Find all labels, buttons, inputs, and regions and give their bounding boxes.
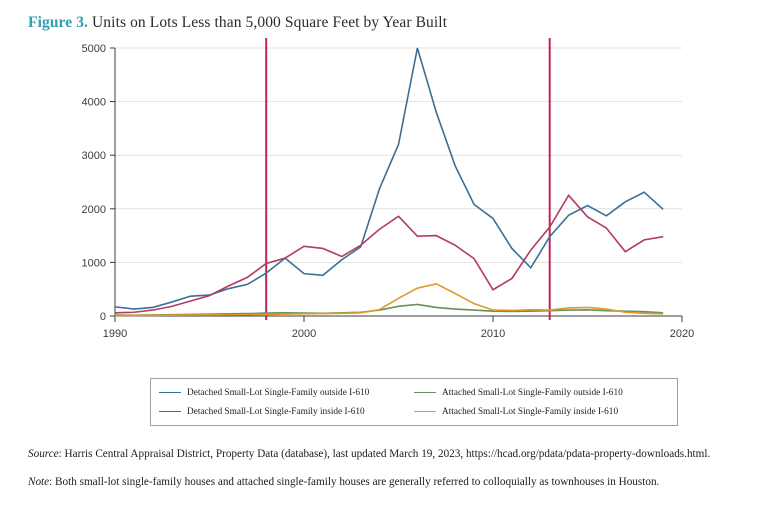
legend-swatch-icon (159, 411, 181, 412)
note-label: Note (28, 476, 50, 489)
note-text: : Both small-lot single-family houses and attached single-family houses are generally referred to colloquially as townhouses in Houston. (49, 476, 660, 489)
y-tick-label: 0 (99, 311, 106, 323)
chart-legend (150, 378, 678, 426)
legend-item-detached-outside (159, 388, 414, 398)
chart-container (30, 34, 730, 364)
legend-label: Attached Small-Lot Single-Family inside I-610 (442, 406, 619, 417)
figure-label: Figure 3. (28, 14, 89, 31)
y-tick-label: 2000 (81, 203, 106, 216)
source-text: : Harris Central Appraisal District, Property Data (database), last updated March 19, 2023, https://hcad.org/pdata/pdata-property-downloads.html. (58, 448, 711, 460)
y-tick-label: 4000 (81, 96, 106, 109)
legend-item-attached-outside (414, 388, 669, 398)
legend-item-attached-inside (414, 407, 669, 417)
x-tick-label: 2000 (291, 328, 317, 340)
page-title (28, 14, 748, 32)
legend-label: Attached Small-Lot Single-Family outside I-610 (442, 387, 623, 398)
x-tick-label: 2010 (480, 328, 506, 340)
general-note (28, 474, 744, 490)
y-tick-label: 1000 (81, 257, 106, 270)
figure-notes (28, 446, 744, 490)
series-line (115, 304, 663, 315)
source-note (28, 446, 744, 462)
series-line (115, 48, 663, 309)
y-tick-label: 5000 (81, 43, 106, 55)
source-label: Source (28, 448, 59, 460)
x-tick-label: 2020 (669, 328, 695, 340)
legend-swatch-icon (414, 392, 436, 393)
legend-item-detached-inside (159, 407, 414, 417)
legend-label: Detached Small-Lot Single-Family outside I-610 (187, 387, 370, 398)
legend-swatch-icon (159, 392, 181, 393)
line-chart (30, 34, 730, 364)
figure-title-text: Units on Lots Less than 5,000 Square Feet by Year Built (92, 14, 448, 31)
legend-swatch-icon (414, 411, 436, 412)
x-tick-label: 1990 (102, 328, 128, 340)
y-tick-label: 3000 (81, 150, 106, 163)
legend-label: Detached Small-Lot Single-Family inside I-610 (187, 406, 365, 417)
